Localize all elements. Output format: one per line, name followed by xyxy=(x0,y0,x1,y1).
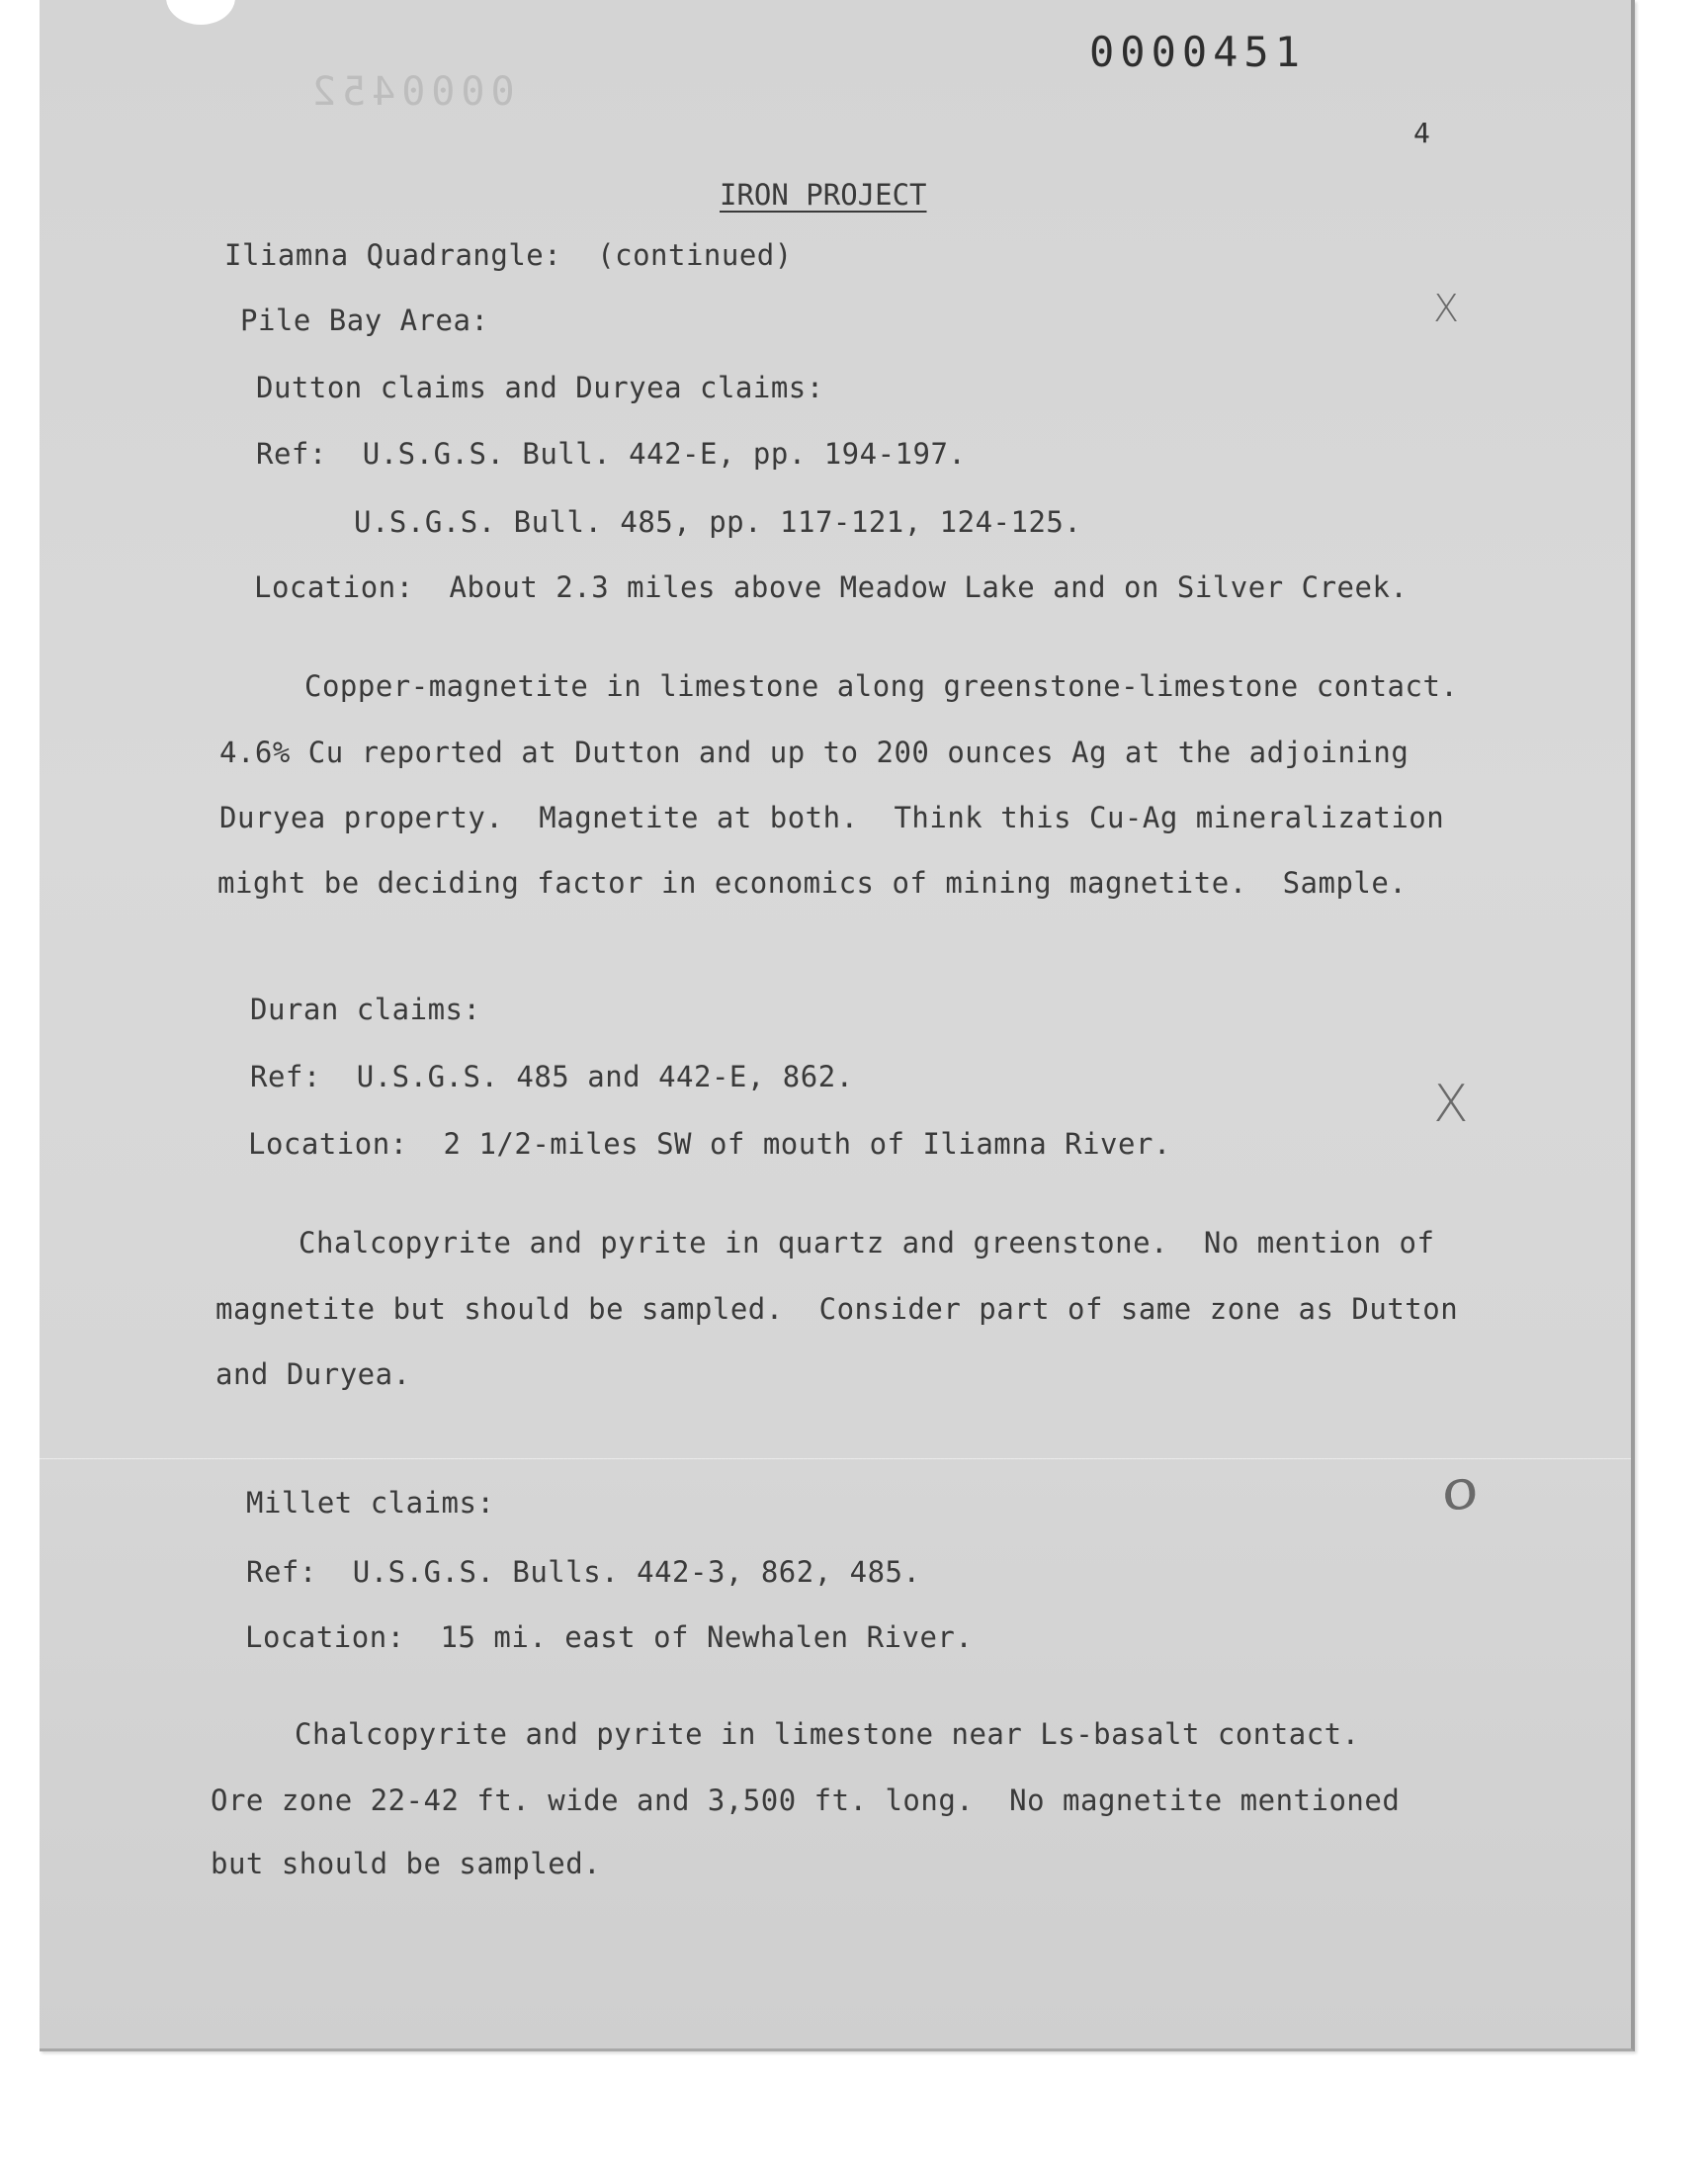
millet-ref: Ref: U.S.G.S. Bulls. 442-3, 862, 485. xyxy=(246,1555,921,1589)
duran-body-line-1: Chalcopyrite and pyrite in quartz and greenstone. No mention of xyxy=(299,1226,1435,1260)
margin-x-mark: X xyxy=(1433,1075,1469,1134)
dutton-location: Location: About 2.3 miles above Meadow Lake and on Silver Creek. xyxy=(254,570,1409,604)
dutton-heading: Dutton claims and Duryea claims: xyxy=(256,371,824,404)
millet-body-line-2: Ore zone 22-42 ft. wide and 3,500 ft. long. No magnetite mentioned xyxy=(211,1784,1401,1817)
dutton-ref-1: Ref: U.S.G.S. Bull. 442-E, pp. 194-197. xyxy=(256,437,967,471)
duran-ref: Ref: U.S.G.S. 485 and 442-E, 862. xyxy=(250,1060,854,1093)
dutton-body-line-1: Copper-magnetite in limestone along greenstone-limestone contact. xyxy=(304,669,1459,703)
dutton-ref-2: U.S.G.S. Bull. 485, pp. 117-121, 124-125. xyxy=(354,505,1082,539)
margin-circle-mark: 0 xyxy=(1434,1470,1487,1522)
document-number: 0000451 xyxy=(1089,28,1307,76)
quadrangle-heading: Iliamna Quadrangle: (continued) xyxy=(224,238,793,272)
duran-heading: Duran claims: xyxy=(250,993,481,1026)
millet-body-line-1: Chalcopyrite and pyrite in limestone near Ls-basalt contact. xyxy=(295,1717,1360,1751)
duran-body-line-2: magnetite but should be sampled. Consider part of same zone as Dutton xyxy=(215,1292,1459,1326)
millet-heading: Millet claims: xyxy=(246,1486,495,1520)
page-number: 4 xyxy=(1413,117,1430,149)
millet-body-line-3: but should be sampled. xyxy=(211,1847,602,1880)
dutton-body-line-2: 4.6% Cu reported at Dutton and up to 200 ounces Ag at the adjoining xyxy=(219,736,1409,769)
bleed-through-number: 0000452 xyxy=(306,69,515,115)
page-title: IRON PROJECT xyxy=(720,178,927,212)
dutton-body-line-4: might be deciding factor in economics of mining magnetite. Sample. xyxy=(217,866,1408,900)
margin-x-mark: X xyxy=(1433,287,1460,330)
dutton-body-line-3: Duryea property. Magnetite at both. Think this Cu-Ag mineralization xyxy=(219,801,1445,834)
area-heading: Pile Bay Area: xyxy=(240,304,489,337)
duran-body-line-3: and Duryea. xyxy=(215,1357,411,1391)
paper-fold-line xyxy=(40,1458,1631,1459)
document-page xyxy=(40,0,1635,2051)
duran-location: Location: 2 1/2-miles SW of mouth of Iliamna River. xyxy=(248,1127,1171,1161)
punch-hole xyxy=(166,0,235,25)
millet-location: Location: 15 mi. east of Newhalen River. xyxy=(245,1620,974,1654)
